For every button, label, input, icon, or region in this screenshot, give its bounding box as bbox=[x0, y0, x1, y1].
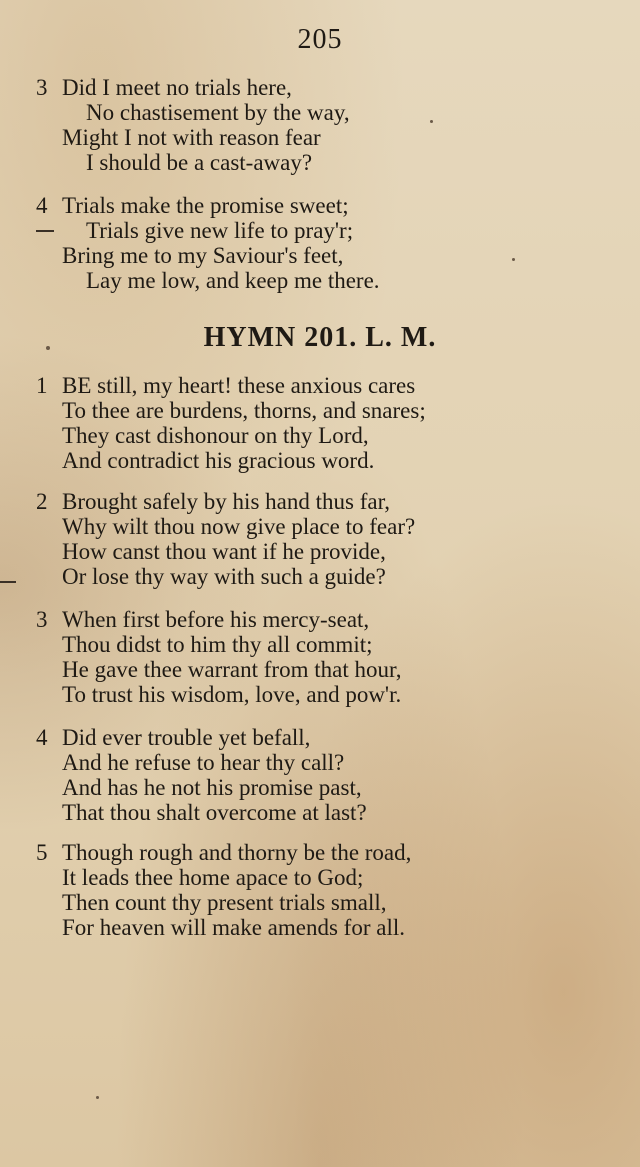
ink-speck bbox=[512, 258, 515, 261]
stanza-line bbox=[36, 607, 616, 632]
verse-line: And contradict his gracious word. bbox=[62, 448, 375, 473]
stanza-line bbox=[36, 657, 616, 682]
stanza-number: 1 bbox=[36, 373, 48, 398]
page-number: 205 bbox=[297, 24, 343, 55]
verse-line: And has he not his promise past, bbox=[62, 775, 362, 800]
ink-speck bbox=[96, 1096, 99, 1099]
stanza-line bbox=[36, 243, 616, 268]
stanza-number: 2 bbox=[36, 489, 48, 514]
verse-line: Lay me low, and keep me there. bbox=[86, 268, 380, 293]
verse-line: Bring me to my Saviour's feet, bbox=[62, 243, 344, 268]
verse-line: When first before his mercy-seat, bbox=[62, 607, 370, 632]
stanza-line bbox=[36, 398, 616, 423]
verse-line: Did ever trouble yet befall, bbox=[62, 725, 311, 750]
verse-line: How canst thou want if he provide, bbox=[62, 539, 386, 564]
print-mark bbox=[36, 230, 54, 232]
stanza-4-prev bbox=[36, 193, 616, 293]
verse-line: Or lose thy way with such a guide? bbox=[62, 564, 386, 589]
stanza-line bbox=[36, 448, 616, 473]
stanza-line bbox=[36, 564, 616, 589]
verse-line: Trials give new life to pray'r; bbox=[86, 218, 354, 243]
stanza-number: 3 bbox=[36, 607, 48, 632]
verse-line: And he refuse to hear thy call? bbox=[62, 750, 345, 775]
stanza-line bbox=[36, 150, 616, 175]
verse-line: That thou shalt overcome at last? bbox=[62, 800, 367, 825]
stanza-line bbox=[36, 423, 616, 448]
stanza-line bbox=[36, 632, 616, 657]
stanza-line bbox=[36, 915, 616, 940]
stanza-line bbox=[36, 890, 616, 915]
stanza-4 bbox=[36, 725, 616, 825]
stanza-line bbox=[36, 682, 616, 707]
stanza-line bbox=[36, 193, 616, 218]
stanza-3-prev bbox=[36, 75, 616, 175]
verse-line: Did I meet no trials here, bbox=[62, 75, 292, 100]
verse-line: Though rough and thorny be the road, bbox=[62, 840, 412, 865]
verse-line: I should be a cast-away? bbox=[86, 150, 313, 175]
verse-line: To trust his wisdom, love, and pow'r. bbox=[62, 682, 402, 707]
stanza-3 bbox=[36, 607, 616, 707]
stanza-line bbox=[36, 865, 616, 890]
stanza-line bbox=[36, 725, 616, 750]
stanza-number: 4 bbox=[36, 193, 48, 218]
stanza-line bbox=[36, 125, 616, 150]
verse-line: BE still, my heart! these anxious cares bbox=[62, 373, 416, 398]
stanza-number: 3 bbox=[36, 75, 48, 100]
stanza-5 bbox=[36, 840, 616, 940]
stanza-line bbox=[36, 373, 616, 398]
stanza-1 bbox=[36, 373, 616, 473]
stanza-line bbox=[36, 775, 616, 800]
verse-line: Thou didst to him thy all commit; bbox=[62, 632, 373, 657]
stanza-line bbox=[36, 75, 616, 100]
verse-line: Trials make the promise sweet; bbox=[62, 193, 349, 218]
verse-line: To thee are burdens, thorns, and snares; bbox=[62, 398, 426, 423]
verse-line: They cast dishonour on thy Lord, bbox=[62, 423, 369, 448]
stanza-line bbox=[36, 514, 616, 539]
stanza-number: 5 bbox=[36, 840, 48, 865]
stanza-line bbox=[36, 800, 616, 825]
stanza-number: 4 bbox=[36, 725, 48, 750]
verse-line: Brought safely by his hand thus far, bbox=[62, 489, 391, 514]
stanza-line bbox=[36, 539, 616, 564]
verse-line: Why wilt thou now give place to fear? bbox=[62, 514, 416, 539]
stanza-line bbox=[36, 840, 616, 865]
ink-speck bbox=[430, 120, 433, 123]
stanza-line bbox=[36, 218, 616, 243]
verse-line: It leads thee home apace to God; bbox=[62, 865, 364, 890]
hymn-title: HYMN 201. L. M. bbox=[203, 322, 437, 353]
stanza-line bbox=[36, 268, 616, 293]
ink-speck bbox=[46, 346, 50, 350]
print-mark bbox=[0, 581, 16, 583]
stanza-line bbox=[36, 489, 616, 514]
stanza-line bbox=[36, 100, 616, 125]
verse-line: He gave thee warrant from that hour, bbox=[62, 657, 402, 682]
stanza-line bbox=[36, 750, 616, 775]
verse-line: Then count thy present trials small, bbox=[62, 890, 387, 915]
verse-line: For heaven will make amends for all. bbox=[62, 915, 405, 940]
verse-line: No chastisement by the way, bbox=[86, 100, 350, 125]
verse-line: Might I not with reason fear bbox=[62, 125, 321, 150]
stanza-2 bbox=[36, 489, 616, 589]
